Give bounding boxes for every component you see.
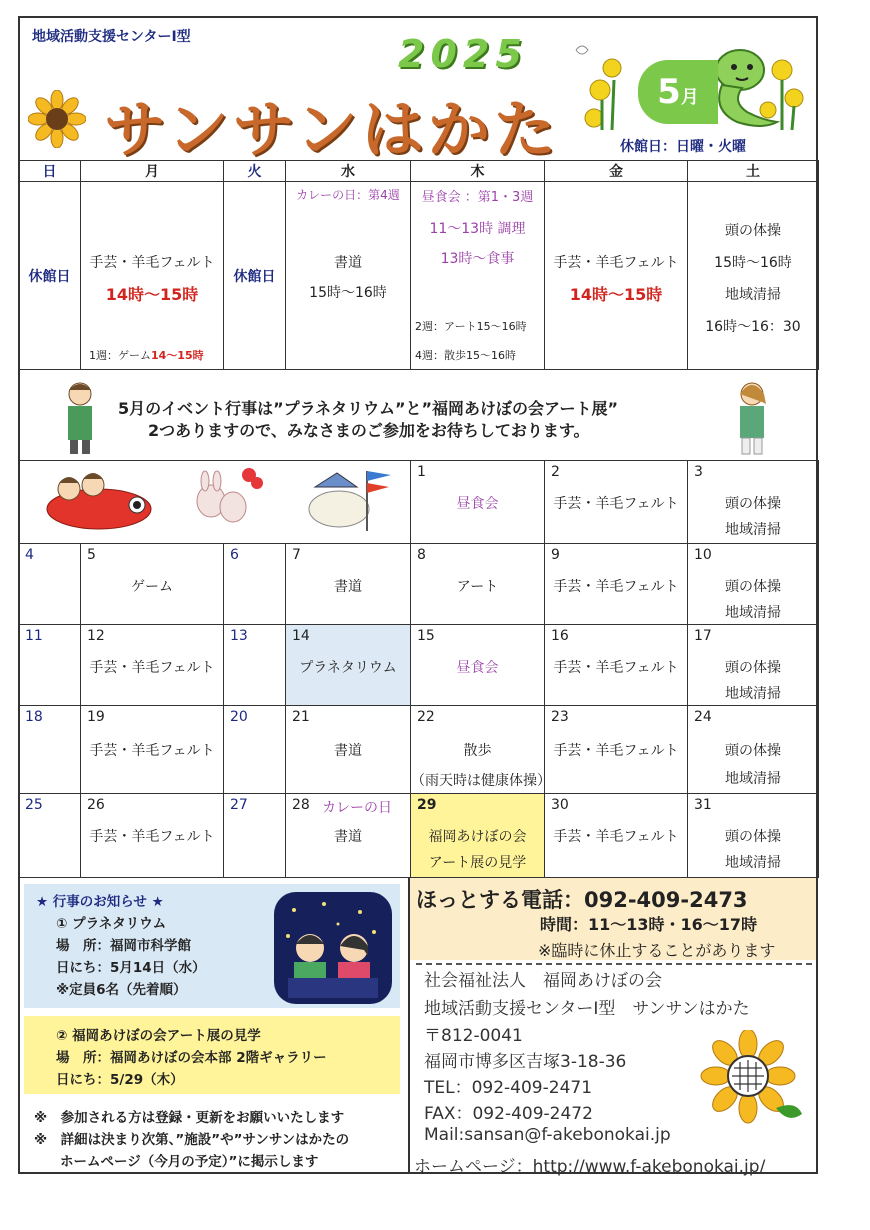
sunflower-large-icon — [698, 1030, 808, 1130]
staff-man-illustration — [60, 380, 100, 456]
weekly-thu: 昼食会 ：第1・3週 11～13時 調理 13時～食事 2週：アート15～16時 4週：散歩15～16時 — [411, 182, 545, 370]
cal-day-1: 1 昼食会 — [411, 461, 545, 544]
homepage-link[interactable]: ホームページ：http://www.f-akebonokai.jp/ — [414, 1157, 766, 1177]
cal-day-29: 29 福岡あけぼの会 アート展の見学 — [411, 794, 545, 878]
cal-day-23: 23 手芸・羊毛フェルト — [545, 706, 688, 794]
zip-code: 〒812-0041 — [424, 1026, 523, 1046]
phone-pause-note: ※臨時に休止することがあります — [538, 941, 776, 960]
weekday-tue: 火 — [224, 161, 286, 182]
cal-day-17: 17 頭の体操 地域清掃 — [688, 625, 819, 706]
cal-day-25: 25 — [19, 794, 81, 878]
note-1: ※ 参加される方は登録・更新をお願いいたします — [34, 1110, 345, 1126]
cal-day-28: 28 カレーの日 書道 — [286, 794, 411, 878]
year-label: 2025 — [398, 32, 528, 76]
event2-place: 場 所：福岡あけぼの会本部 2階ギャラリー — [56, 1050, 327, 1066]
corp-name: 社会福祉法人 福岡あけぼの会 — [424, 971, 662, 991]
center-name: 地域活動支援センターⅠ型 サンサンはかた — [424, 999, 750, 1019]
weekday-sat: 土 — [688, 161, 819, 182]
event1-place: 場 所：福岡市科学館 — [56, 938, 191, 954]
event2-date: 日にち：5/29（木） — [56, 1072, 184, 1088]
cal-day-26: 26 手芸・羊毛フェルト — [81, 794, 224, 878]
cal-day-16: 16 手芸・羊毛フェルト — [545, 625, 688, 706]
staff-woman-illustration — [730, 380, 774, 456]
monthly-calendar — [18, 460, 819, 878]
weekly-mon: 手芸・羊毛フェルト 14時～15時 1週：ゲーム14～15時 — [81, 182, 224, 370]
cal-day-10: 10 頭の体操 地域清掃 — [688, 544, 819, 625]
cal-day-9: 9 手芸・羊毛フェルト — [545, 544, 688, 625]
weekly-wed: カレーの日：第4週 書道 15時～16時 — [286, 182, 411, 370]
page-title: サンサンはかた — [104, 93, 560, 166]
cal-day-6: 6 — [224, 544, 286, 625]
closed-days-label: 休館日：日曜・火曜 — [620, 139, 746, 155]
cal-day-18: 18 — [19, 706, 81, 794]
cal-day-14: 14 プラネタリウム — [286, 625, 411, 706]
sunflower-icon — [28, 90, 86, 148]
phone-hours: 時間：11～13時・16～17時 — [540, 915, 758, 934]
notice-line-2: 2つありますので、みなさまのご参加をお待ちしております。 — [148, 421, 590, 440]
event1-capacity: ※定員6名（先着順） — [56, 982, 187, 998]
cal-day-22: 22 散歩 （雨天時は健康体操） — [411, 706, 545, 794]
event2-title: ② 福岡あけぼの会アート展の見学 — [56, 1028, 261, 1044]
notice-line-1: 5月のイベント行事は”プラネタリウム”と”福岡あけぼの会アート展” — [118, 399, 619, 418]
weekday-sun: 日 — [19, 161, 81, 182]
event1-date: 日にち：5月14日（水） — [56, 960, 206, 976]
note-3: ホームページ（今月の予定）”に掲示します — [60, 1154, 319, 1170]
cal-day-24: 24 頭の体操 地域清掃 — [688, 706, 819, 794]
event1-title: ① プラネタリウム — [56, 916, 167, 932]
event-notice — [18, 372, 818, 460]
cal-day-2: 2 手芸・羊毛フェルト — [545, 461, 688, 544]
address: 福岡市博多区吉塚3-18-36 — [424, 1052, 627, 1072]
mail-link[interactable]: Mail:sansan@f-akebonokai.jp — [424, 1125, 671, 1145]
weekday-mon: 月 — [81, 161, 224, 182]
weekday-fri: 金 — [545, 161, 688, 182]
cal-day-19: 19 手芸・羊毛フェルト — [81, 706, 224, 794]
weekly-schedule-table — [18, 160, 819, 370]
cal-day-7: 7 書道 — [286, 544, 411, 625]
month-badge: 5月 — [638, 60, 718, 124]
fax: FAX：092-409-2472 — [424, 1104, 593, 1124]
cal-day-21: 21 書道 — [286, 706, 411, 794]
weekly-sun: 休館日 — [19, 182, 81, 370]
cal-day-12: 12 手芸・羊毛フェルト — [81, 625, 224, 706]
planetarium-illustration — [274, 892, 392, 1004]
weekday-wed: 水 — [286, 161, 411, 182]
events-heading: ★ 行事のお知らせ ★ — [36, 894, 164, 910]
cal-day-27: 27 — [224, 794, 286, 878]
tel: TEL：092-409-2471 — [424, 1078, 593, 1098]
weekly-tue: 休館日 — [224, 182, 286, 370]
cal-day-5: 5 ゲーム — [81, 544, 224, 625]
cal-day-20: 20 — [224, 706, 286, 794]
phone-line: ほっとする電話：092-409-2473 — [416, 888, 748, 912]
cal-day-4: 4 — [19, 544, 81, 625]
cal-day-3: 3 頭の体操 地域清掃 — [688, 461, 819, 544]
cal-day-8: 8 アート — [411, 544, 545, 625]
cal-day-15: 15 昼食会 — [411, 625, 545, 706]
note-2: ※ 詳細は決まり次第、”施設”や”サンサンはかたの — [34, 1132, 350, 1148]
kodomo-illustration-cell — [19, 461, 411, 544]
weekday-thu: 木 — [411, 161, 545, 182]
weekly-sat: 頭の体操 15時～16時 地域清掃 16時～16：30 — [688, 182, 819, 370]
childrens-day-illustration — [19, 461, 399, 539]
cal-day-31: 31 頭の体操 地域清掃 — [688, 794, 819, 878]
dashed-divider — [416, 963, 812, 965]
cal-day-13: 13 — [224, 625, 286, 706]
weekly-fri: 手芸・羊毛フェルト 14時～15時 — [545, 182, 688, 370]
cal-day-30: 30 手芸・羊毛フェルト — [545, 794, 688, 878]
organization-label: 地域活動支援センターⅠ型 — [32, 29, 191, 45]
cal-day-11: 11 — [19, 625, 81, 706]
